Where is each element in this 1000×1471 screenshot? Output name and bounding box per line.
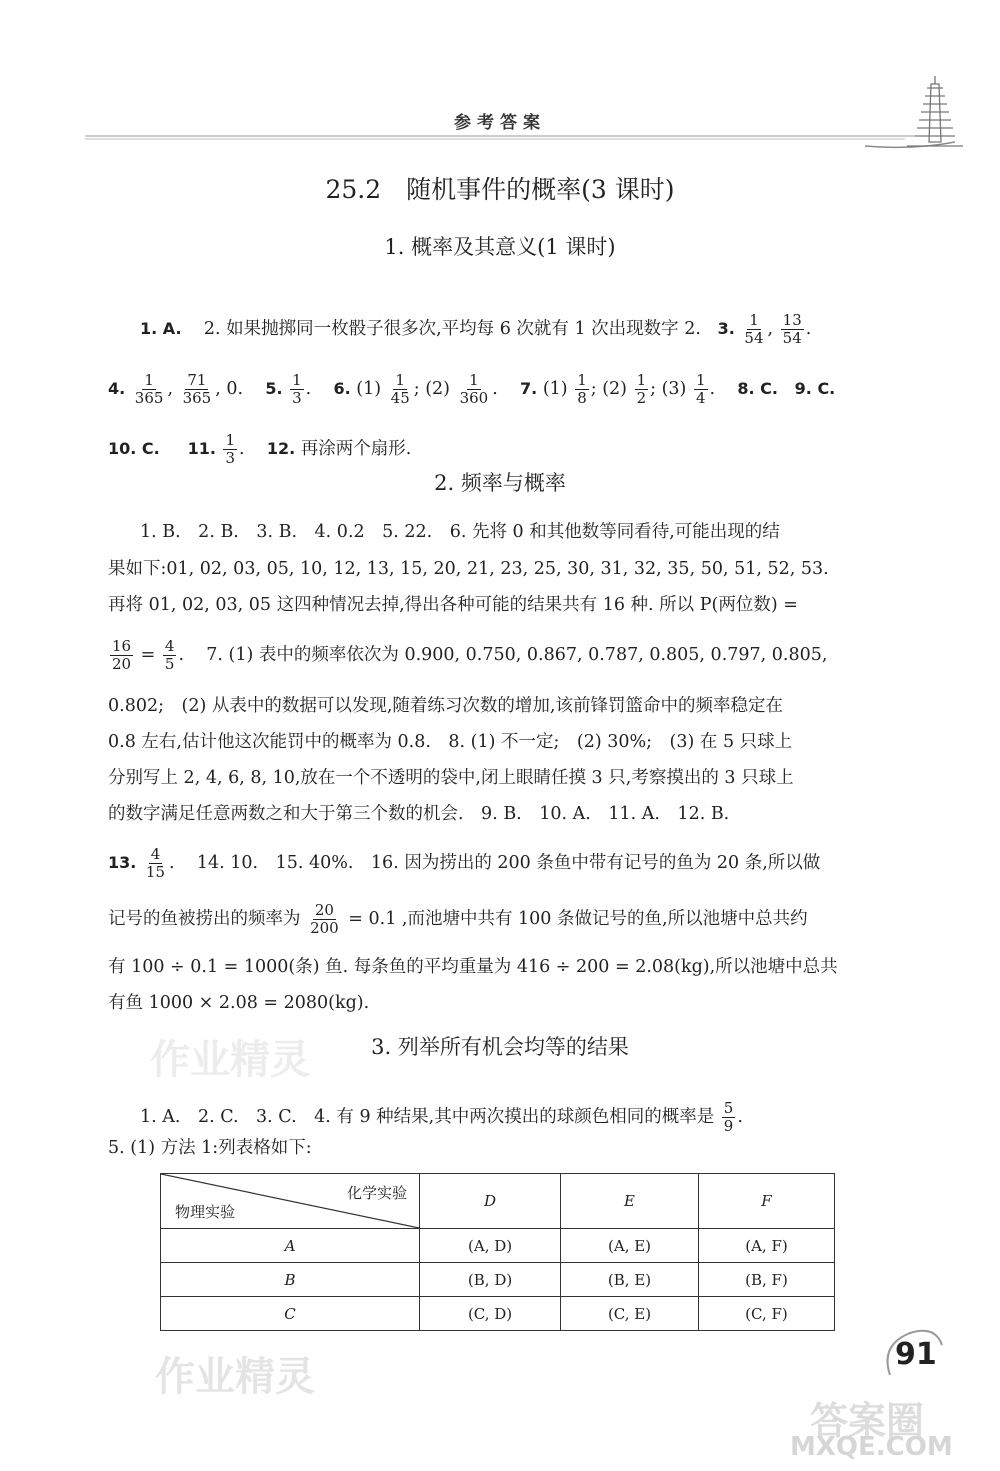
table-col-header: D xyxy=(420,1174,561,1229)
section-2-heading: 2. 频率与概率 xyxy=(434,471,566,495)
table-cell: (B, E) xyxy=(561,1263,699,1297)
watermark: MXQE.COM xyxy=(790,1432,953,1462)
watermark: 作业精灵 xyxy=(155,1354,315,1400)
table-row-header: A xyxy=(161,1229,420,1263)
fraction: $\frac{16}{20}$ xyxy=(112,637,132,673)
fraction: $\frac{1}{4}$ xyxy=(695,371,706,407)
section-3-heading: 3. 列举所有机会均等的结果 xyxy=(371,1035,629,1059)
table-cell: (A, F) xyxy=(698,1229,834,1263)
s2-line-11: 有 100 ÷ 0.1 = 1000(条) 鱼. 每条鱼的平均重量为 416 ÷ 200 = 2.08(kg),所以池塘中总共 xyxy=(108,957,838,977)
table-row xyxy=(161,1263,835,1297)
s2-line-9: 13. $\frac{4}{15}$ . 14. 10. 15. 40%. 16. 因为捞出的 200 条鱼中带有记号的鱼为 20 条,所以做 xyxy=(108,845,821,881)
fraction: $\frac{1}{3}$ xyxy=(292,371,302,407)
running-header: 参考答案 xyxy=(454,113,546,133)
s2-line-8: 的数字满足任意两数之和大于第三个数的机会. 9. B. 10. A. 11. A. 12. B. xyxy=(108,804,730,824)
answer-1: 1. A. xyxy=(140,319,182,338)
fraction: $\frac{1}{360}$ xyxy=(459,371,489,407)
s3-line-1: 1. A. 2. C. 3. C. 4. 有 9 种结果,其中两次摸出的球颜色相同的概率是 $\frac{5}{9}$ . xyxy=(140,1099,743,1135)
header-rule xyxy=(85,130,955,152)
table-cell: (B, D) xyxy=(420,1263,561,1297)
s2-line-10: 记号的鱼被捞出的频率为 $\frac{20}{200}$ = 0.1 ,而池塘中共有 100 条做记号的鱼,所以池塘中总共约 xyxy=(108,901,808,937)
fraction: $\frac{1}{54}$ xyxy=(744,311,764,347)
s1-line-2: 4. $\frac{1}{365}$ , $\frac{71}{365}$ , 0. 5. $\frac{1}{3}$ . 6. (1) $\frac{1}{45}$ ; (2) $\frac{1}{360}$ . 7. (1) $\frac{1}{8}$ ; (2) $\frac{1}{2}$ ; (3) $\frac{1}{4}$ . 8. C. 9. C. xyxy=(108,371,836,407)
table-corner-cell: 化学实验 物理实验 xyxy=(161,1174,420,1229)
fraction: $\frac{1}{365}$ xyxy=(134,371,164,407)
table-cell: (A, D) xyxy=(420,1229,561,1263)
answer-3-label: 3. xyxy=(717,319,735,338)
fraction: $\frac{13}{54}$ xyxy=(782,311,802,347)
table-col-header: F xyxy=(698,1174,834,1229)
table-cell: (C, F) xyxy=(698,1297,834,1331)
s3-line-2: 5. (1) 方法 1:列表格如下: xyxy=(108,1138,312,1158)
table-cell: (B, F) xyxy=(698,1263,834,1297)
table-header-row xyxy=(161,1174,835,1229)
s1-line-1: 1. A. 2. 如果抛掷同一枚骰子很多次,平均每 6 次就有 1 次出现数字 2. 3. $\frac{1}{54}$ , $\frac{13}{54}$ . xyxy=(140,311,812,347)
s2-line-4: $\frac{16}{20}$ = $\frac{4}{5}$ . 7. (1) 表中的频率依次为 0.900, 0.750, 0.867, 0.787, 0.805, 0.797, 0.805, xyxy=(112,637,828,673)
s1-line-3: 10. C. 11. $\frac{1}{3}$ . 12. 再涂两个扇形. xyxy=(108,431,412,467)
fraction: $\frac{1}{3}$ xyxy=(225,431,236,467)
answer-2: 2. 如果抛掷同一枚骰子很多次,平均每 6 次就有 1 次出现数字 2. xyxy=(203,319,701,339)
s2-line-7: 分别写上 2, 4, 6, 8, 10,放在一个不透明的袋中,闭上眼睛任摸 3 只,考察摸出的 3 只球上 xyxy=(108,768,794,788)
s2-line-3: 再将 01, 02, 03, 05 这四种情况去掉,得出各种可能的结果共有 16 种. 所以 P(两位数) = xyxy=(108,595,798,615)
fraction: $\frac{1}{45}$ xyxy=(390,371,410,407)
table-row xyxy=(161,1297,835,1331)
s2-line-1: 1. B. 2. B. 3. B. 4. 0.2 5. 22. 6. 先将 0 和其他数等同看待,可能出现的结 xyxy=(140,522,780,542)
s2-line-6: 0.8 左右,估计他这次能罚中的概率为 0.8. 8. (1) 不一定; (2) 30%; (3) 在 5 只球上 xyxy=(108,732,793,752)
watermark: 作业精灵 xyxy=(150,1037,310,1083)
watermark: 答案圈 xyxy=(810,1399,925,1443)
section-1-heading: 1. 概率及其意义(1 课时) xyxy=(384,235,616,259)
fraction: $\frac{4}{15}$ xyxy=(145,845,166,881)
page-number: 91 xyxy=(895,1337,937,1372)
s2-line-2: 果如下:01, 02, 03, 05, 10, 12, 13, 15, 20, 21, 23, 25, 30, 31, 32, 35, 50, 51, 52, 53. xyxy=(108,559,829,579)
table-row xyxy=(161,1229,835,1263)
s2-line-12: 有鱼 1000 × 2.08 = 2080(kg). xyxy=(108,993,370,1013)
s2-line-5: 0.802; (2) 从表中的数据可以发现,随着练习次数的增加,该前锋罚篮命中的频率稳定在 xyxy=(108,696,783,716)
table-cell: (A, E) xyxy=(561,1229,699,1263)
table-row-header: C xyxy=(161,1297,420,1331)
table-cell: (C, E) xyxy=(561,1297,699,1331)
fraction: $\frac{5}{9}$ xyxy=(723,1099,734,1135)
pagoda-icon xyxy=(905,72,965,152)
table-col-header: E xyxy=(561,1174,699,1229)
fraction: $\frac{20}{200}$ xyxy=(310,901,339,937)
fraction: $\frac{4}{5}$ xyxy=(164,637,175,673)
table-row-header: B xyxy=(161,1263,420,1297)
chapter-title: 25.2 随机事件的概率(3 课时) xyxy=(325,175,675,204)
fraction: $\frac{1}{8}$ xyxy=(577,371,587,407)
table-cell: (C, D) xyxy=(420,1297,561,1331)
fraction: $\frac{71}{365}$ xyxy=(182,371,212,407)
fraction: $\frac{1}{2}$ xyxy=(636,371,647,407)
outcome-table xyxy=(160,1173,835,1331)
